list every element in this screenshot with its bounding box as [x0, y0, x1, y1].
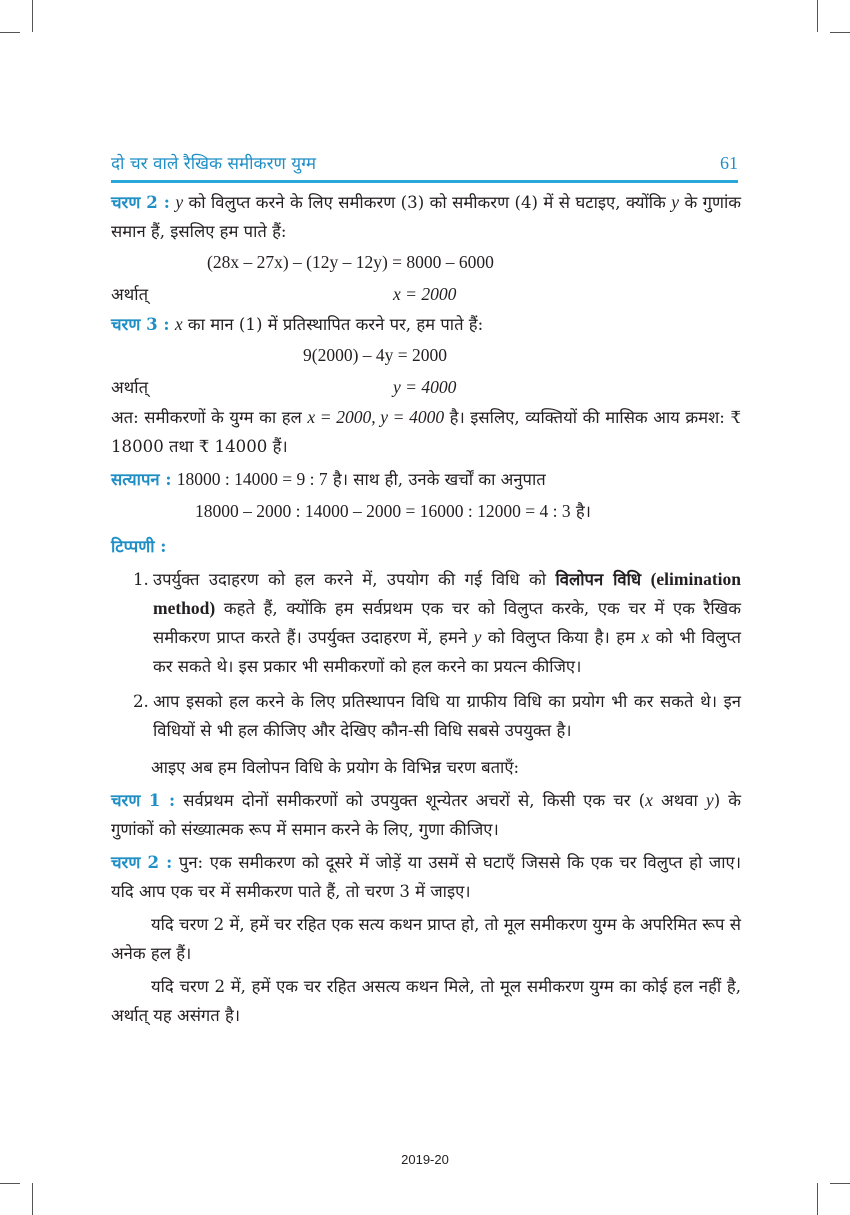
paragraph-text: कहते हैं, क्योंकि हम सर्वप्रथम एक चर को विलुप्त करके, एक चर में एक रैखिक समीकरण प्राप्त करते हैं। उपर्युक्त उदाहरण में, हमने: [153, 599, 741, 647]
paragraph-text: सर्वप्रथम दोनों समीकरणों को उपयुक्त शून्येतर अचरों से, किसी एक चर (: [183, 791, 646, 810]
variable: y: [705, 790, 714, 810]
paragraph-text: को विलुप्त करने के लिए समीकरण (3) को समीकरण (4) में से घटाइए, क्योंकि: [188, 193, 666, 212]
method-step2-paragraph: [111, 848, 741, 906]
paragraph-text: ) के गुणांकों को संख्यात्मक रूप में समान करने के लिए, गुणा कीजिए।: [111, 791, 742, 839]
paragraph-text: पुन: एक समीकरण को दूसरे में जोड़ें या उसमें से घटाएँ जिससे कि एक चर विलुप्त हो जाए। यदि आप एक चर में समीकरण पाते हैं, तो चरण 3 में जाइए।: [111, 853, 741, 901]
variable: y: [175, 192, 184, 212]
crop-mark: [830, 1183, 850, 1184]
equation: 9(2000) – 4y = 2000: [303, 345, 448, 365]
crop-mark: [32, 1183, 33, 1215]
verification-ratio-line: [111, 494, 741, 526]
infinite-solutions-paragraph: यदि चरण 2 में, हमें चर रहित एक सत्य कथन प्राप्त हो, तो मूल समीकरण युग्म के अपरिमित रूप से अनेक हल हैं।: [111, 915, 741, 963]
step-label: चरण 1 :: [111, 790, 176, 810]
variable: y: [671, 192, 679, 212]
conclusion-paragraph: [111, 403, 741, 461]
variable: y: [473, 627, 482, 647]
paragraph-text: अत: समीकरणों के युग्म का हल: [111, 408, 302, 427]
step2-paragraph: [111, 188, 741, 246]
paragraph-text: है। इसलिए, व्यक्तियों की मासिक आय क्रमश: ₹ 18000 तथा ₹ 14000 हैं।: [111, 408, 741, 456]
note-item-1: [111, 565, 741, 681]
item-number: 2.: [133, 692, 149, 711]
chapter-title: दो चर वाले रैखिक समीकरण युग्म: [111, 154, 317, 174]
verification-label: सत्यापन :: [111, 469, 172, 489]
equation-label: अर्थात्: [111, 285, 149, 304]
equation-line: [111, 278, 741, 310]
note-text: आप इसको हल करने के लिए प्रतिस्थापन विधि या ग्राफीय विधि का प्रयोग भी कर सकते थे। इन विधियों से भी हल कीजिए और देखिए कौन-सी विधि सबसे उपयुक्त है।: [153, 692, 741, 740]
note-heading: टिप्पणी :: [111, 536, 167, 556]
equation-label: अर्थात्: [111, 378, 149, 397]
equation: y = 4000: [393, 377, 457, 397]
equation-line: [111, 371, 741, 403]
note-item-2: [111, 687, 741, 745]
note-text: [153, 565, 741, 681]
variable: x: [645, 790, 653, 810]
ratio: 18000 – 2000 : 14000 – 2000 = 16000 : 12000 = 4 : 3: [195, 501, 571, 521]
paragraph-text: उपर्युक्त उदाहरण को हल करने में, उपयोग की गई विधि को: [153, 570, 547, 589]
step-label: चरण 2 :: [111, 192, 170, 212]
no-solution-paragraph: यदि चरण 2 में, हमें एक चर रहित असत्य कथन मिले, तो मूल समीकरण युग्म का कोई हल नहीं है, अर्थात् यह असंगत है।: [111, 977, 741, 1025]
page-body: [111, 188, 741, 1030]
crop-mark: [0, 32, 20, 33]
item-number: 1.: [133, 570, 149, 589]
equation: (28x – 27x) – (12y – 12y) = 8000 – 6000: [207, 252, 494, 272]
paragraph-text: अथवा: [661, 791, 698, 810]
equation: x = 2000: [393, 284, 457, 304]
crop-mark: [830, 32, 850, 33]
bold-term-english: (elimination method): [153, 569, 741, 618]
step-label: चरण 3 :: [111, 314, 170, 334]
paragraph-text: को विलुप्त किया है। हम: [487, 628, 635, 647]
crop-mark: [0, 1183, 20, 1184]
crop-mark: [817, 1183, 818, 1215]
paragraph-text: का मान (1) में प्रतिस्थापित करने पर, हम पाते हैं:: [187, 315, 484, 334]
equation-line: [111, 339, 741, 371]
verification-paragraph: [111, 465, 741, 494]
solution: x = 2000, y = 4000: [307, 407, 445, 427]
intro-paragraph: आइए अब हम विलोपन विधि के प्रयोग के विभिन्न चरण बताएँ:: [151, 758, 520, 777]
equation-line: [111, 246, 741, 278]
paragraph-text: के गुणांक समान हैं, इसलिए हम पाते हैं:: [111, 193, 741, 241]
step3-paragraph: [111, 310, 741, 339]
bold-term: विलोपन विधि: [555, 569, 642, 589]
method-step1-paragraph: [111, 786, 741, 844]
variable: x: [641, 627, 650, 647]
paragraph-text: को भी विलुप्त कर सकते थे। इस प्रकार भी समीकरणों को हल करने का प्रयत्न कीजिए।: [153, 628, 741, 676]
paragraph-text: है।: [575, 502, 591, 521]
crop-mark: [32, 0, 33, 32]
crop-mark: [817, 0, 818, 32]
page-number: 61: [720, 153, 738, 173]
footer-year: 2019-20: [401, 1152, 449, 1167]
running-header: [111, 148, 738, 183]
paragraph-text: है। साथ ही, उनके खर्चों का अनुपात: [332, 470, 546, 489]
step-label: चरण 2 :: [111, 852, 173, 872]
variable: x: [174, 314, 183, 334]
ratio: 18000 : 14000 = 9 : 7: [176, 469, 328, 489]
